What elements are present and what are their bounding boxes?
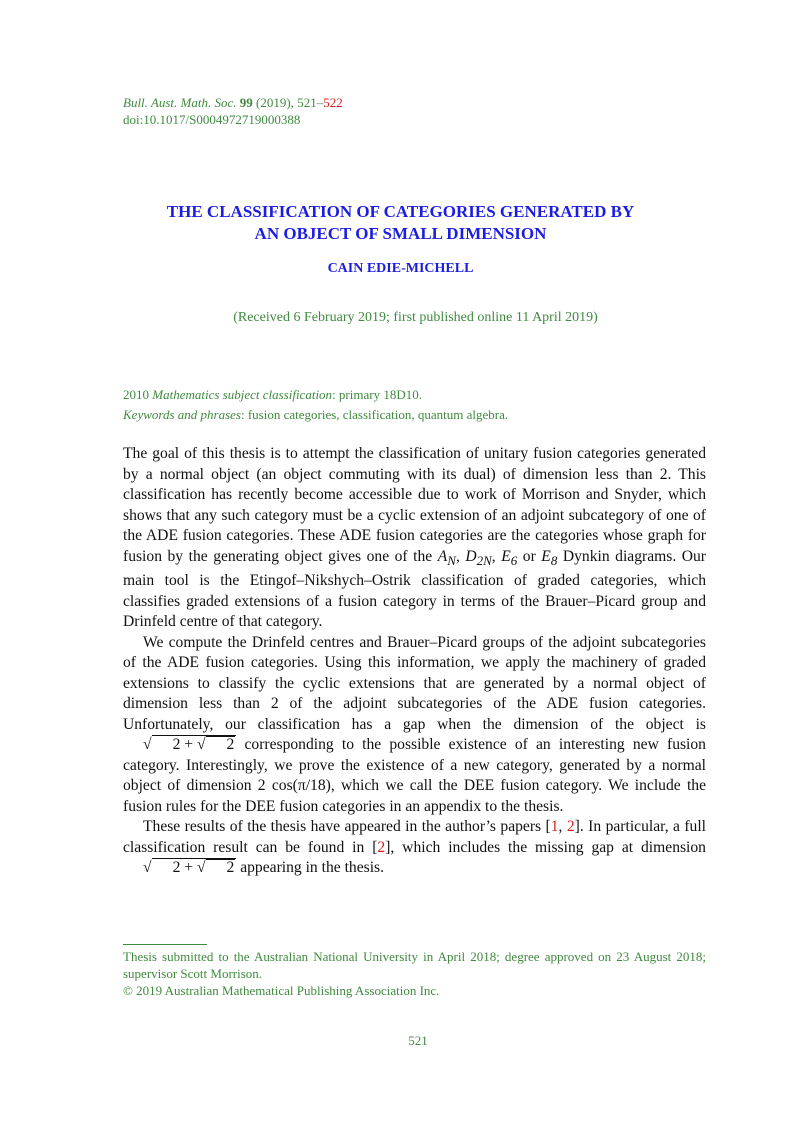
sqrt-expression: √ 2 + √ 2: [143, 736, 235, 754]
abstract-paragraph-3: These results of the thesis have appeared in the author’s papers [1, 2]. In particular, a full classification result can be found in [2], which includes the missing gap at dimension √ 2 + √ 2 appearing in the thesis.: [123, 817, 706, 879]
doi-link[interactable]: doi:10.1017/S0004972719000388: [123, 112, 301, 127]
page-end-link[interactable]: 522: [323, 95, 343, 110]
abstract: [123, 444, 706, 879]
keywords-label: Keywords and phrases: [123, 407, 241, 422]
author-name: CAIN EDIE-MICHELL: [327, 261, 474, 276]
msc-line: [123, 385, 508, 405]
msc-label: Mathematics subject classification: [152, 387, 333, 402]
volume: 99: [239, 95, 253, 110]
msc-value: : primary 18D10.: [332, 387, 422, 402]
ref-2-link[interactable]: 2: [566, 818, 575, 836]
paper-title: [0, 201, 801, 245]
journal-citation: [123, 94, 343, 128]
math-a: $A_N$: [437, 547, 456, 568]
keywords-line: [123, 405, 508, 425]
p3-text-b: ]. In particular, a full classification result can be found in [: [123, 818, 707, 856]
footnote: [123, 948, 706, 999]
classification-block: [123, 385, 508, 425]
page-number: 521: [408, 1033, 428, 1048]
math-e8: $E_8$: [541, 547, 558, 568]
p3-text-a: These results of the thesis have appeared in the author’s papers [: [143, 818, 551, 836]
abstract-paragraph-1: The goal of this thesis is to attempt the classification of unitary fusion categories generated by a normal object (an object commuting with its dual) of dimension less than 2. This classification has recently become accessible due to work of Morrison and Snyder, which shows that any such category must be a cyclic extension of an adjoint subcategory of one of the ADE fusion categories. These ADE fusion categories are the categories whose graph for fusion by the generating object gives one of the $A_N$, $D_{2N}$, $E_6$ or $E_8$ Dynkin diagrams. Our main tool is the Etingof–Nikshych–Ostrik classification of graded categories, which classifies graded extensions of a fusion category in terms of the Brauer–Picard group and Drinfeld centre of that category.: [123, 445, 706, 631]
thesis-note: Thesis submitted to the Australian National University in April 2018; degree approved on 23 August 2018; supervisor Scott Morrison.: [123, 949, 706, 981]
p3-text-d: appearing in the thesis.: [240, 859, 384, 877]
math-e6: $E_6$: [501, 547, 518, 568]
p2-text-b: corresponding to the possible existence of an interesting new fusion category. Interestingly, we prove the existence of a new category, generated by a normal object of dimension 2 cos(π/18), which we call the DEE fusion category. We include the fusion rules for the DEE fusion categories in an appendix to the thesis.: [123, 736, 706, 815]
ref-1-link[interactable]: 1: [550, 818, 559, 836]
year: (2019),: [256, 95, 294, 110]
p1-text-b: Dynkin diagrams. Our main tool is the Etingof–Nikshych–Ostrik classification of graded categories, which classifies graded extensions of a fusion category in terms of the Brauer–Picard group and Drinfeld centre of that category.: [123, 547, 706, 631]
citation-line: [123, 94, 343, 111]
p3-text-c: ], which includes the missing gap at dimension: [385, 838, 706, 856]
math-d: $D_{2N}$: [465, 547, 492, 568]
sqrt-expression-2: √ 2 + √ 2: [143, 859, 235, 877]
p1-text-a: The goal of this thesis is to attempt the classification of unitary fusion categories generated by a normal object (an object commuting with its dual) of dimension less than 2. This classification has recently become accessible due to work of Morrison and Snyder, which shows that any such category must be a cyclic extension of an adjoint subcategory of one of the ADE fusion categories. These ADE fusion categories are the categories whose graph for fusion by the generating object gives one of the: [123, 445, 706, 565]
title-line-1: THE CLASSIFICATION OF CATEGORIES GENERATED BY: [166, 202, 635, 221]
abstract-paragraph-2: [123, 633, 706, 818]
journal-name: Bull. Aust. Math. Soc.: [123, 95, 237, 110]
ref-2-link-second[interactable]: 2: [377, 838, 386, 856]
msc-year: 2010: [123, 387, 149, 402]
title-line-2: AN OBJECT OF SMALL DIMENSION: [254, 224, 547, 243]
footnote-rule: [123, 944, 207, 945]
p2-text-a: We compute the Drinfeld centres and Brauer–Picard groups of the adjoint subcategories of the ADE fusion categories. Using this information, we apply the machinery of graded extensions to classify the cyclic extensions that are generated by a normal object of dimension less than 2 of the adjoint subcategories of the ADE fusion categories. Unfortunately, our classification has a gap when the dimension of the object is: [123, 633, 706, 733]
keywords-value: : fusion categories, classification, quantum algebra.: [240, 407, 509, 422]
received-dates: (Received 6 February 2019; first published online 11 April 2019): [233, 310, 598, 325]
copyright-note: © 2019 Australian Mathematical Publishing Association Inc.: [123, 983, 440, 998]
page-start: 521–: [297, 95, 324, 110]
